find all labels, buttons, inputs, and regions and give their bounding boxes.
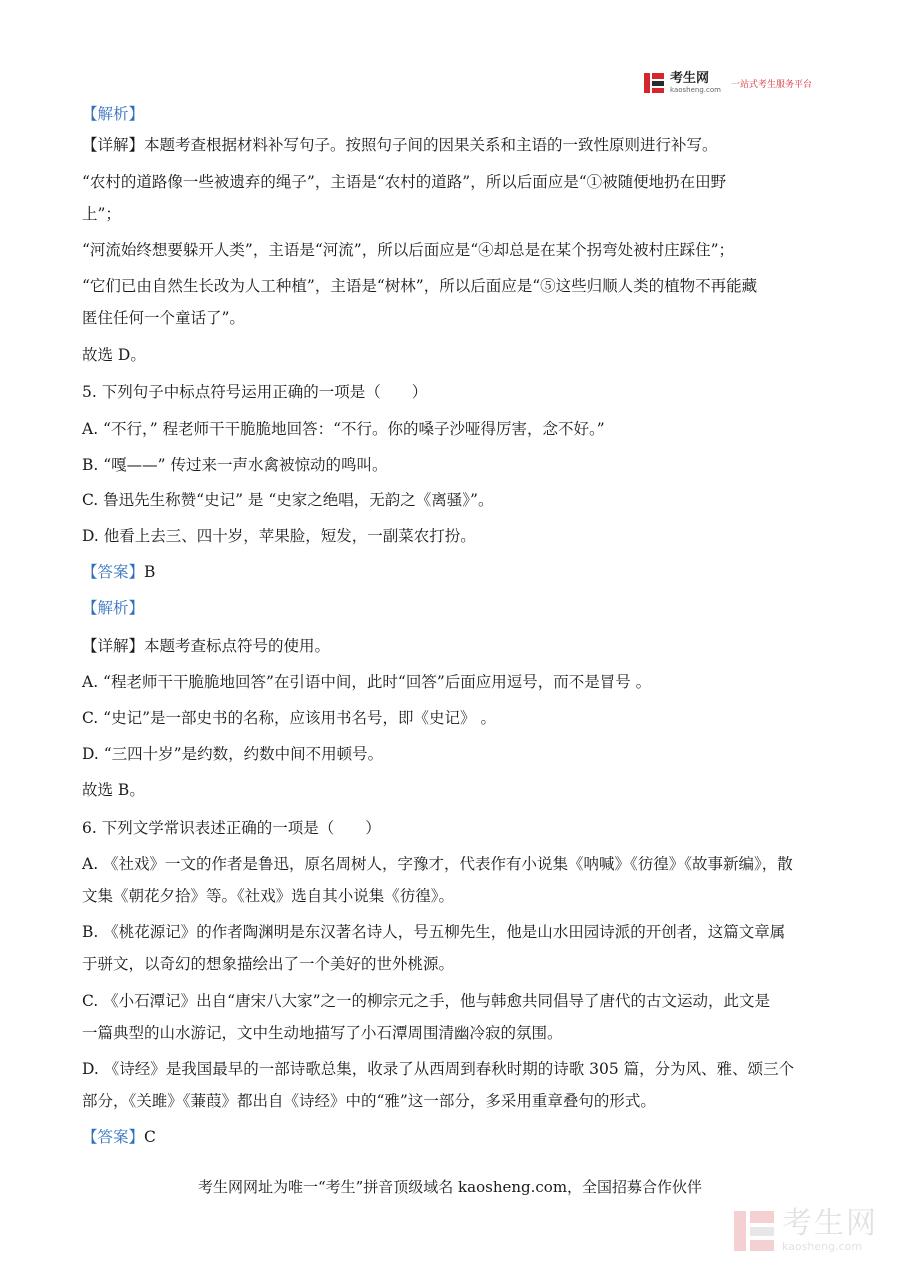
text-line xyxy=(82,345,146,365)
section-tag: 【解析】 xyxy=(82,599,145,617)
text-line xyxy=(82,922,785,942)
section-tag: 【解析】 xyxy=(82,105,145,123)
text-line xyxy=(82,562,155,582)
text-line xyxy=(82,240,734,260)
text-line xyxy=(82,172,726,192)
watermark-logo-icon xyxy=(734,1211,774,1251)
line-text: A. 《社戏》一文的作者是鲁迅，原名周树人，字豫才，代表作有小说集《呐喊》《彷徨》《故事新编》，散 xyxy=(82,855,793,873)
logo-slogan: 一站式考生服务平台 xyxy=(730,79,812,90)
text-line xyxy=(82,672,651,692)
text-line xyxy=(82,886,454,906)
watermark-name: 考生网 xyxy=(782,1206,878,1241)
line-text: B xyxy=(144,563,156,581)
line-text: “河流始终想要躲开人类”，主语是“河流”，所以后面应是“④却总是在某个拐弯处被村庄踩住”； xyxy=(82,241,735,259)
line-text: 上”； xyxy=(82,205,121,223)
text-line xyxy=(82,744,383,764)
line-text: “它们已由自然生长改为人工种植”，主语是“树林”，所以后面应是“⑤这些归顺人类的植物不再能藏 xyxy=(82,277,758,295)
section-tag: 【答案】 xyxy=(82,563,145,581)
line-text: 于骈文，以奇幻的想象描绘出了一个美好的世外桃源。 xyxy=(82,955,455,973)
text-line xyxy=(82,204,121,224)
line-text: 匿住任何一个童话了”。 xyxy=(82,309,245,327)
line-text: B. 《桃花源记》的作者陶渊明是东汉著名诗人，号五柳先生，他是山水田园诗派的开创者，这篇文章属 xyxy=(82,923,786,941)
line-text: C. 鲁迅先生称赞“史记” 是 “史家之绝唱，无韵之《离骚》”。 xyxy=(82,491,494,509)
text-line xyxy=(82,382,427,402)
text-line xyxy=(82,818,381,838)
line-text: “农村的道路像一些被遗弃的绳子”，主语是“农村的道路”，所以后面应是“①被随便地扔在田野 xyxy=(82,173,727,191)
text-line xyxy=(82,636,330,656)
text-line xyxy=(82,1091,656,1111)
page-footer: 考生网网址为唯一“考生”拼音顶级域名 kaosheng.com，全国招募合作伙伴 xyxy=(197,1178,703,1196)
kaosheng-logo-icon xyxy=(644,73,664,93)
text-line xyxy=(82,490,493,510)
watermark xyxy=(734,1206,878,1253)
line-text: 【详解】本题考查标点符号的使用。 xyxy=(82,637,331,655)
line-text: C. “史记”是一部史书的名称，应该用书名号，即《史记》 。 xyxy=(82,709,496,727)
watermark-text xyxy=(782,1206,878,1253)
text-line xyxy=(82,104,144,124)
line-text: 一篇典型的山水游记，文中生动地描写了小石潭周围清幽冷寂的氛围。 xyxy=(82,1024,563,1042)
section-tag: 【答案】 xyxy=(82,1128,145,1146)
line-text: 故选 D。 xyxy=(82,346,146,364)
line-text: D. “三四十岁”是约数，约数中间不用顿号。 xyxy=(82,745,384,763)
line-text: 6. 下列文学常识表述正确的一项是（ ） xyxy=(82,819,381,837)
line-text: 故选 B。 xyxy=(82,781,145,799)
logo-name: 考生网 xyxy=(670,71,710,86)
line-text: 【详解】本题考查根据材料补写句子。按照句子间的因果关系和主语的一致性原则进行补写。 xyxy=(82,136,718,154)
line-text: C xyxy=(144,1128,156,1146)
text-line xyxy=(82,991,770,1011)
line-text: C. 《小石潭记》出自“唐宋八大家”之一的柳宗元之手，他与韩愈共同倡导了唐代的古文运动，此文是 xyxy=(82,992,771,1010)
line-text: A. “不行，” 程老师干干脆脆地回答：“不行。你的嗓子沙哑得厉害，念不好。” xyxy=(82,420,605,438)
line-text: D. 《诗经》是我国最早的一部诗歌总集，收录了从西周到春秋时期的诗歌 305 篇，分为风、雅、颂三个 xyxy=(82,1060,795,1078)
text-line xyxy=(82,455,388,475)
header-logo xyxy=(644,72,812,94)
line-text: 5. 下列句子中标点符号运用正确的一项是（ ） xyxy=(82,383,428,401)
text-line xyxy=(82,954,454,974)
line-text: 文集《朝花夕拾》等。《社戏》选自其小说集《彷徨》。 xyxy=(82,887,455,905)
text-line xyxy=(82,526,476,546)
text-line xyxy=(82,854,793,874)
line-text: A. “程老师干干脆脆地回答”在引语中间，此时“回答”后面应用逗号，而不是冒号 。 xyxy=(82,673,652,691)
text-line xyxy=(82,708,496,728)
line-text: B. “嘎——” 传过来一声水禽被惊动的鸣叫。 xyxy=(82,456,388,474)
text-line xyxy=(82,276,757,296)
text-line xyxy=(82,135,718,155)
logo-domain: kaosheng.com xyxy=(670,86,721,94)
text-line xyxy=(82,308,245,328)
line-text: D. 他看上去三、四十岁，苹果脸，短发，一副菜农打扮。 xyxy=(82,527,476,545)
text-line xyxy=(82,780,145,800)
line-text: 部分，《关雎》《蒹葭》都出自《诗经》中的“雅”这一部分，多采用重章叠句的形式。 xyxy=(82,1092,656,1110)
logo-text xyxy=(670,72,721,94)
text-line xyxy=(82,598,144,618)
text-line xyxy=(82,419,605,439)
text-line xyxy=(82,1127,156,1147)
text-line xyxy=(82,1023,563,1043)
text-line xyxy=(82,1059,794,1079)
watermark-domain: kaosheng.com xyxy=(782,1240,863,1253)
